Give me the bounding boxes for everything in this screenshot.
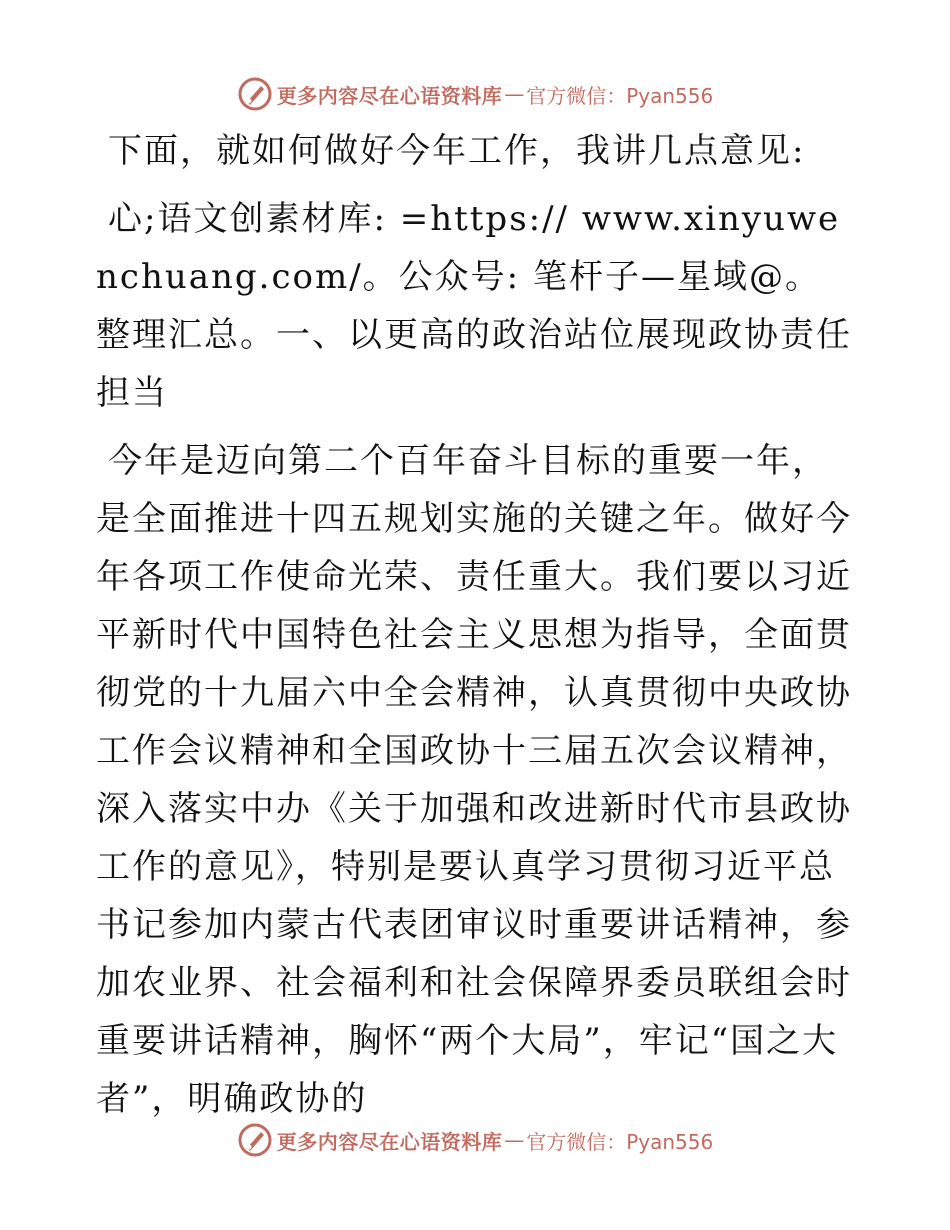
header-banner [0, 72, 950, 116]
pen-seal-logo-icon [237, 1122, 273, 1158]
pen-seal-logo-icon [237, 76, 273, 112]
paragraph-source-heading: 心;语文创素材库: =https:// www.xinyuwenchuang.com/。公众号: 笔杆子—星域@。整理汇总。一、以更高的政治站位展现政协责任担当 [96, 199, 852, 413]
document-body [96, 122, 856, 1138]
banner-separator: — [504, 1128, 525, 1152]
paragraph-intro: 下面，就如何做好今年工作，我讲几点意见: [108, 131, 806, 171]
banner-title: 更多内容尽在心语资料库 [276, 83, 503, 108]
footer-banner [0, 1118, 950, 1162]
banner-wechat: 官方微信：Pyan556 [526, 1129, 714, 1154]
paragraph-main: 今年是迈向第二个百年奋斗目标的重要一年，是全面推进十四五规划实施的关键之年。做好今年各项工作使命光荣、责任重大。我们要以习近平新时代中国特色社会主义思想为指导，全面贯彻党的十九届六中全会精神，认真贯彻中央政协工作会议精神和全国政协十三届五次会议精神，深入落实中办《关于加强和改进新时代市县政协工作的意见》，特别是要认真学习贯彻习近平总书记参加内蒙古代表团审议时重要讲话精神，参加农业界、社会福利和社会保障界委员联组会时重要讲话精神，胸怀“两个大局”，牢记“国之大者”，明确政协的 [96, 441, 852, 1119]
banner-separator: — [504, 82, 525, 106]
banner-wechat: 官方微信：Pyan556 [526, 83, 714, 108]
banner-title: 更多内容尽在心语资料库 [276, 1129, 503, 1154]
